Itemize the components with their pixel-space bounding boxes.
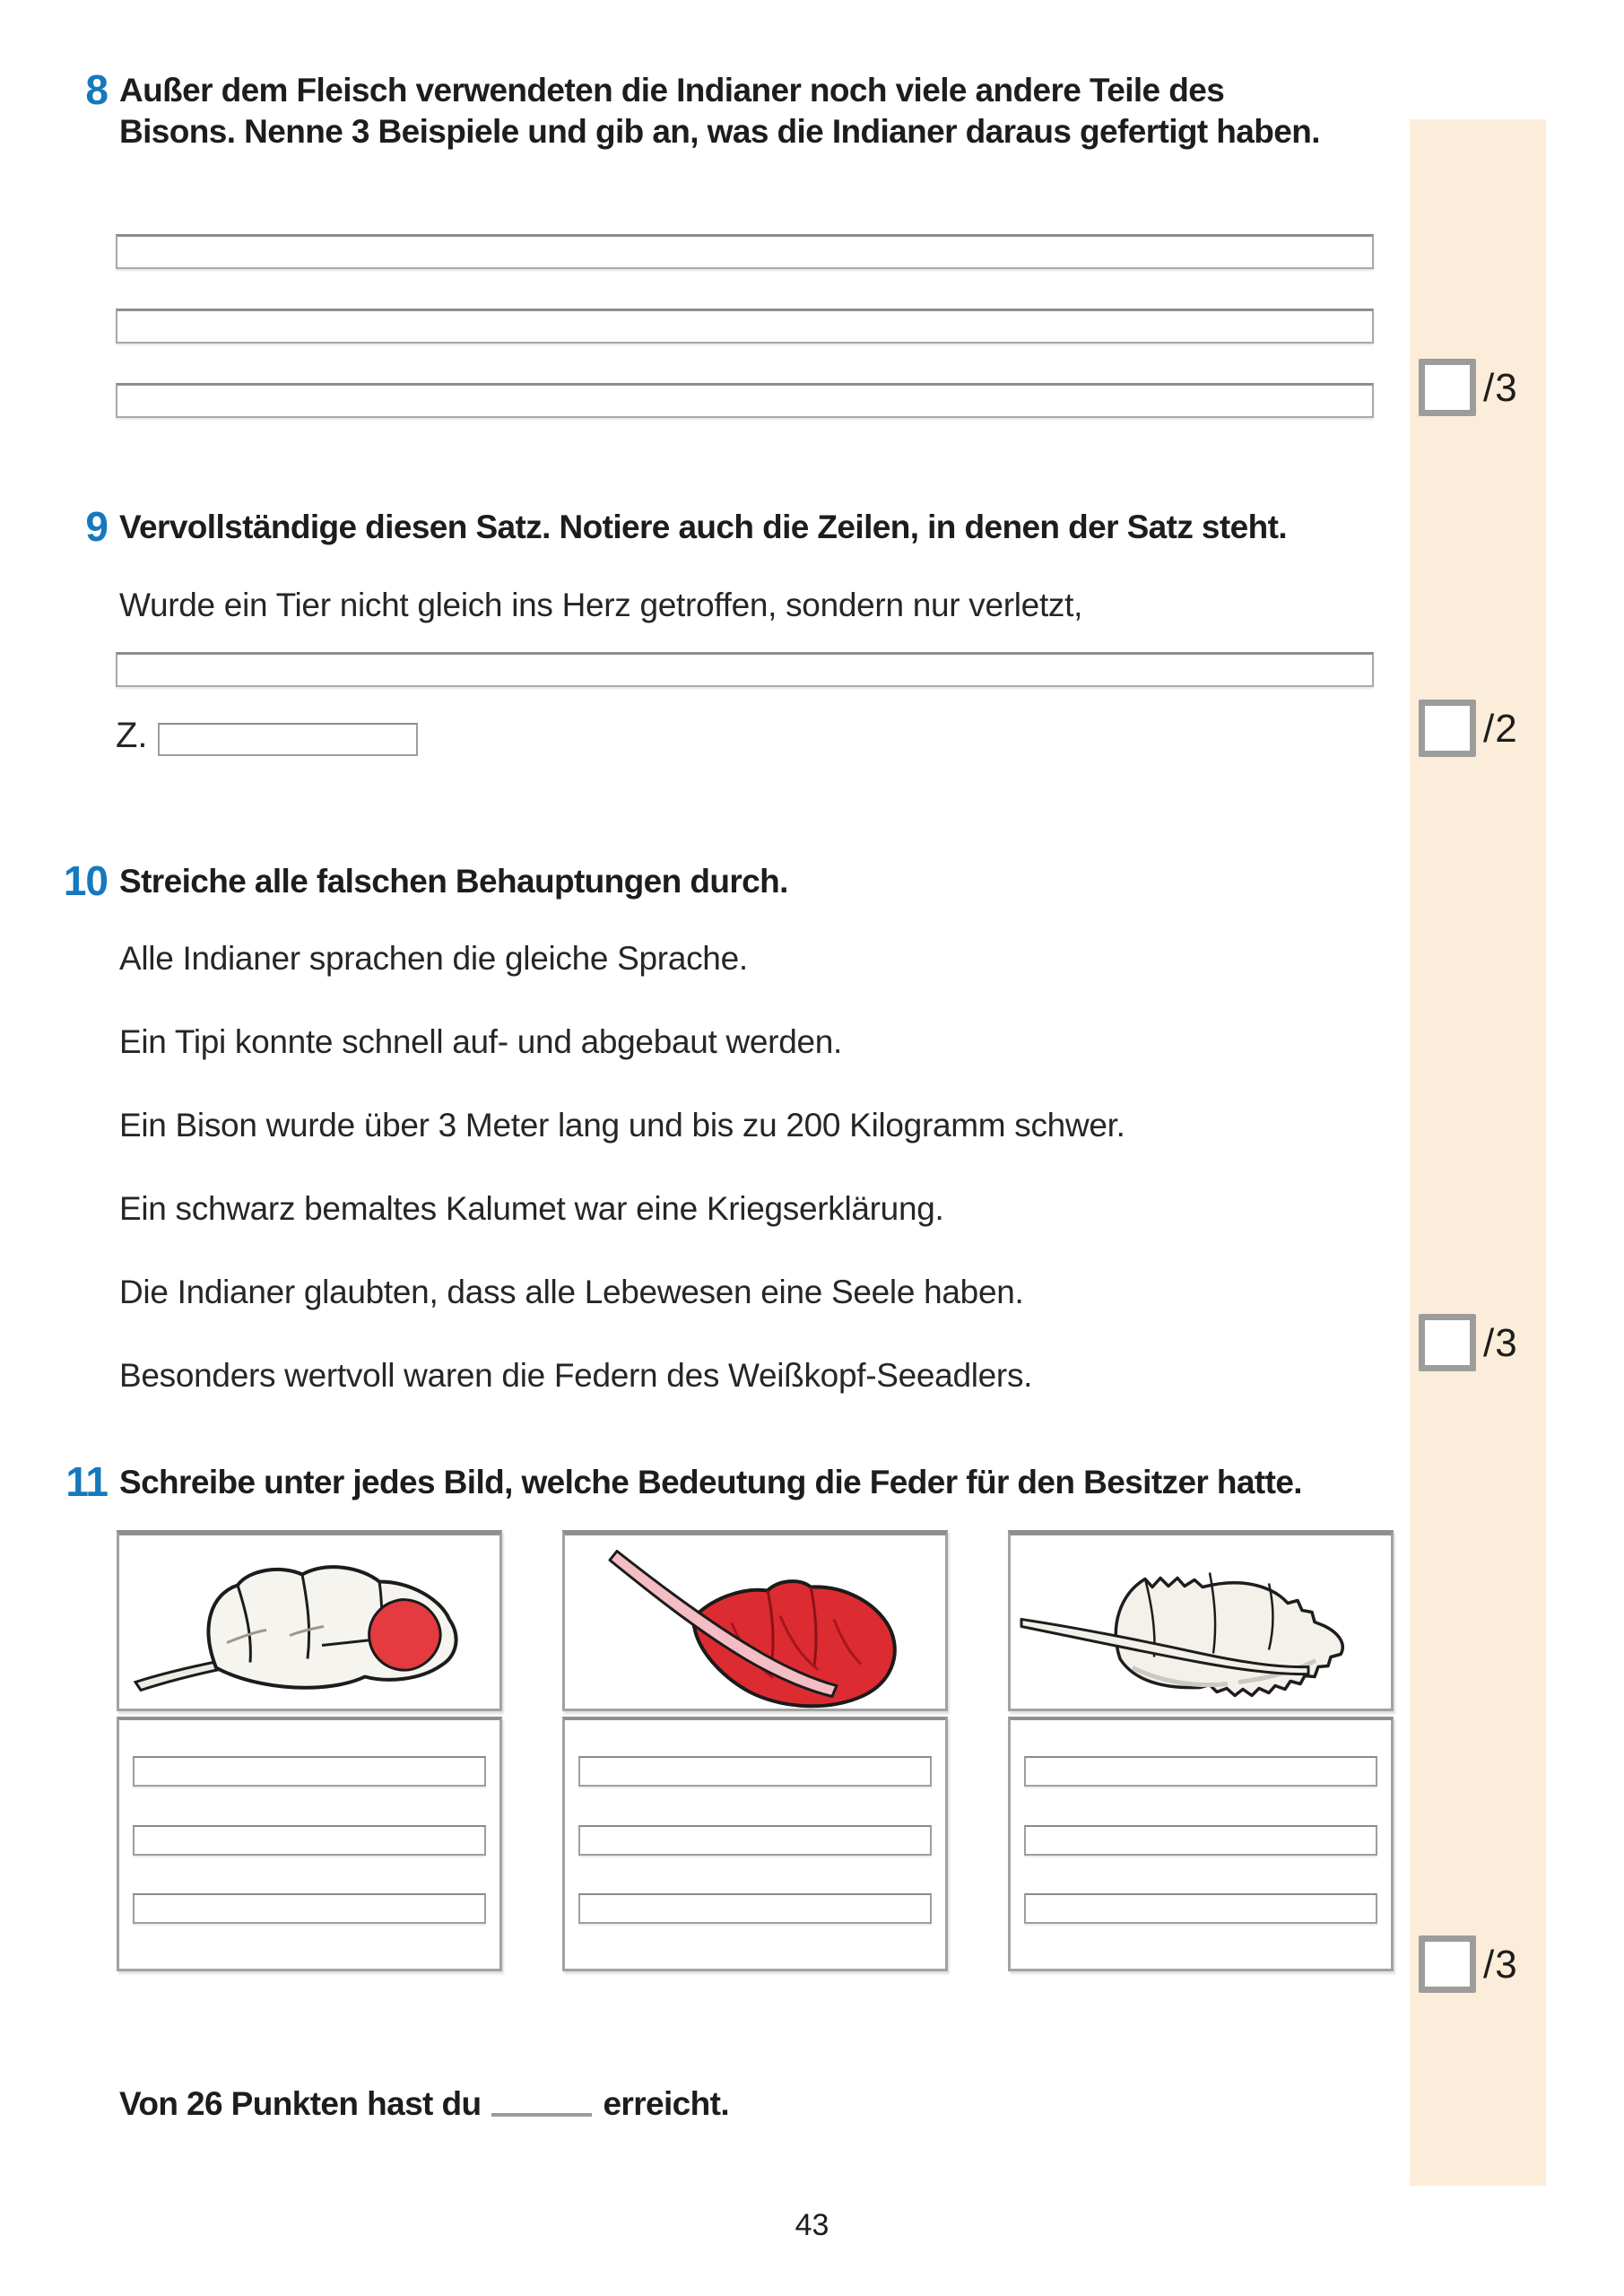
q11-col2-line-3[interactable] [578, 1893, 932, 1924]
q9-line-prefix: Z. [116, 716, 148, 755]
question-11-prompt: Schreibe unter jedes Bild, welche Bedeutung die Feder für den Besitzer hatte. [119, 1464, 1302, 1500]
question-11-number: 11 [65, 1458, 108, 1505]
total-points-text-before: Von 26 Punkten hast du [119, 2085, 482, 2122]
question-9-prompt: Vervollständige diesen Satz. Notiere auch die Zeilen, in denen der Satz steht. [119, 509, 1288, 545]
q9-score-box[interactable] [1419, 700, 1476, 757]
white-feather-red-spot-image [119, 1535, 499, 1709]
q8-answer-line-1[interactable] [116, 234, 1374, 269]
question-9-number: 9 [85, 503, 108, 550]
red-feather-image [565, 1535, 945, 1709]
q9-sentence-start: Wurde ein Tier nicht gleich ins Herz getroffen, sondern nur verletzt, [119, 587, 1083, 623]
q10-statement-1[interactable]: Alle Indianer sprachen die gleiche Sprache. [119, 940, 748, 977]
q10-score-label: /3 [1483, 1321, 1518, 1365]
q11-col2-line-2[interactable] [578, 1825, 932, 1856]
q11-col1-line-1[interactable] [133, 1756, 486, 1787]
q11-image-box-1 [117, 1530, 502, 1711]
q10-statement-4[interactable]: Ein schwarz bemaltes Kalumet war eine Kriegserklärung. [119, 1190, 944, 1227]
points-blank-field[interactable] [491, 2086, 592, 2117]
question-8-prompt-line2: Bisons. Nenne 3 Beispiele und gib an, was die Indianer daraus gefertigt haben. [119, 113, 1320, 150]
q11-col1-line-3[interactable] [133, 1893, 486, 1924]
q11-col1-line-2[interactable] [133, 1825, 486, 1856]
question-8-prompt-line1: Außer dem Fleisch verwendeten die Indianer noch viele andere Teile des [119, 72, 1225, 109]
q11-col3-line-2[interactable] [1024, 1825, 1377, 1856]
q8-answer-line-2[interactable] [116, 309, 1374, 344]
q9-score-label: /2 [1483, 707, 1518, 751]
q11-image-box-2 [562, 1530, 948, 1711]
q10-statement-3[interactable]: Ein Bison wurde über 3 Meter lang und bis zu 200 Kilogramm schwer. [119, 1107, 1125, 1144]
question-8-prompt [119, 70, 1402, 152]
q10-statement-2[interactable]: Ein Tipi konnte schnell auf- und abgebaut werden. [119, 1023, 843, 1060]
q11-col2-line-1[interactable] [578, 1756, 932, 1787]
q10-statement-5[interactable]: Die Indianer glaubten, dass alle Lebewesen eine Seele haben. [119, 1274, 1024, 1310]
accent-bar [1410, 119, 1546, 2186]
q11-score-label: /3 [1483, 1943, 1518, 1987]
total-points-text-after: erreicht. [603, 2085, 730, 2122]
q11-score-box[interactable] [1419, 1935, 1476, 1993]
total-points-line [119, 2085, 729, 2123]
q8-answer-line-3[interactable] [116, 383, 1374, 418]
q11-image-box-3 [1008, 1530, 1394, 1711]
white-notched-feather-image [1011, 1535, 1391, 1709]
q10-score-box[interactable] [1419, 1314, 1476, 1371]
question-8-number: 8 [85, 66, 108, 113]
q8-score-box[interactable] [1419, 359, 1476, 416]
q9-answer-line[interactable] [116, 652, 1374, 687]
page-number: 43 [795, 2208, 829, 2242]
question-10-number: 10 [63, 857, 108, 904]
q10-statement-6[interactable]: Besonders wertvoll waren die Federn des Weißkopf-Seeadlers. [119, 1357, 1033, 1394]
q8-score-label: /3 [1483, 366, 1518, 410]
q11-col3-line-1[interactable] [1024, 1756, 1377, 1787]
q11-col3-line-3[interactable] [1024, 1893, 1377, 1924]
question-10-prompt: Streiche alle falschen Behauptungen durch. [119, 863, 788, 900]
q9-line-number-box[interactable] [158, 723, 418, 756]
